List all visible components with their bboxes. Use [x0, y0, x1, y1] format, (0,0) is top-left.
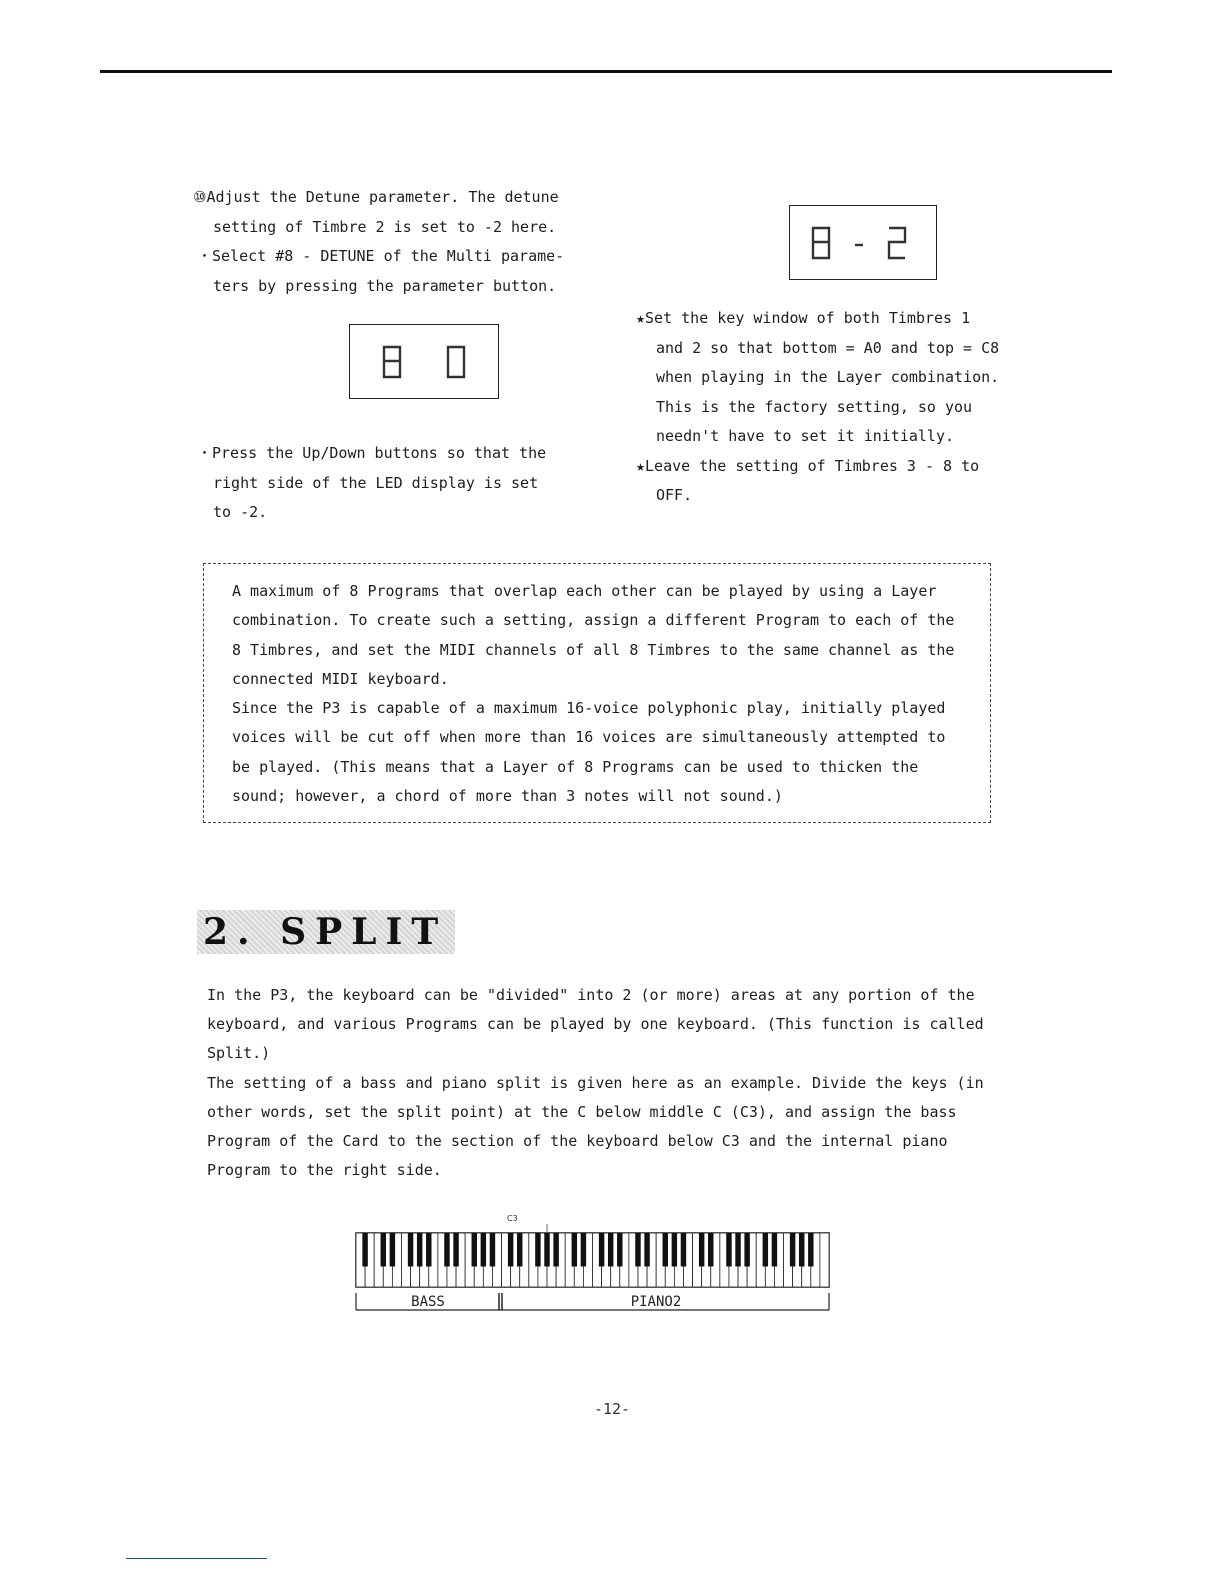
- split-para-2-line-1: The setting of a bass and piano split is given here as an example. Divide the keys (in: [207, 1073, 984, 1092]
- layer-note-box: [203, 563, 991, 823]
- led-digit-2: [889, 228, 905, 258]
- black-key: [544, 1233, 549, 1266]
- note-line-6: voices will be cut off when more than 16 voices are simultaneously attempted to: [232, 728, 946, 747]
- star-2-line-2: OFF.: [656, 486, 693, 504]
- note-line-8: sound; however, a chord of more than 3 notes will not sound.): [232, 787, 783, 806]
- black-key: [508, 1233, 513, 1266]
- black-key: [381, 1233, 386, 1266]
- black-key: [517, 1233, 522, 1266]
- led-digit-8: [384, 347, 400, 377]
- black-key: [362, 1233, 367, 1266]
- note-line-4: connected MIDI keyboard.: [232, 669, 449, 688]
- star-1-line-1: ★Set the key window of both Timbres 1: [636, 309, 971, 327]
- bullet-2-line-3: to -2.: [213, 503, 268, 521]
- bullet-2-line-1: ・Press the Up/Down buttons so that the: [197, 444, 547, 462]
- split-point-label: C3: [507, 1214, 518, 1223]
- black-key: [635, 1233, 640, 1266]
- bottom-rule: [126, 1558, 267, 1559]
- black-key: [808, 1233, 813, 1266]
- black-key: [572, 1233, 577, 1266]
- note-line-7: be played. (This means that a Layer of 8 Programs can be used to thicken the: [232, 757, 919, 776]
- black-key: [444, 1233, 449, 1266]
- black-key: [481, 1233, 486, 1266]
- split-para-2-line-3: Program of the Card to the section of the keyboard below C3 and the internal piano: [207, 1132, 948, 1151]
- led-digits-8-0: [364, 339, 484, 385]
- black-key: [599, 1233, 604, 1266]
- split-para-2-line-2: other words, set the split point) at the C below middle C (C3), and assign the bass: [207, 1102, 957, 1121]
- top-rule: [100, 70, 1112, 73]
- star-1-line-3: when playing in the Layer combination.: [656, 368, 1000, 386]
- black-key: [426, 1233, 431, 1266]
- bullet-1-line-1: ・Select #8 - DETUNE of the Multi parame-: [197, 247, 565, 265]
- black-key: [799, 1233, 804, 1266]
- keyboard-keys: [356, 1224, 829, 1287]
- black-key: [735, 1233, 740, 1266]
- black-key: [644, 1233, 649, 1266]
- piano-zone-label: PIANO2: [630, 1294, 682, 1310]
- black-key: [608, 1233, 613, 1266]
- right-column: [636, 304, 1006, 511]
- black-key: [663, 1233, 668, 1266]
- star-2-line-1: ★Leave the setting of Timbres 3 - 8 to: [636, 456, 980, 475]
- split-keyboard-diagram: [354, 1210, 834, 1315]
- black-key: [699, 1233, 704, 1266]
- black-key: [581, 1233, 586, 1266]
- black-key: [535, 1233, 540, 1266]
- split-para-1-line-1: In the P3, the keyboard can be "divided" into 2 (or more) areas at any portion of the: [207, 986, 975, 1004]
- black-key: [617, 1233, 622, 1266]
- black-key: [490, 1233, 495, 1266]
- keyboard-svg: [354, 1210, 834, 1315]
- black-key: [790, 1233, 795, 1266]
- black-key: [744, 1233, 749, 1266]
- led-digit-0: [448, 347, 464, 377]
- note-line-5: Since the P3 is capable of a maximum 16-voice polyphonic play, initially played: [232, 699, 946, 718]
- black-key: [681, 1233, 686, 1266]
- led-display-8-minus-2: [789, 205, 937, 280]
- note-line-1: A maximum of 8 Programs that overlap each other can be played by using a Layer: [232, 582, 937, 600]
- black-key: [763, 1233, 768, 1266]
- white-key: [820, 1233, 829, 1287]
- black-key: [408, 1233, 413, 1266]
- black-key: [553, 1233, 558, 1266]
- bass-zone-label: BASS: [411, 1294, 445, 1310]
- split-para-1-line-3: Split.): [207, 1044, 271, 1063]
- black-key: [417, 1233, 422, 1266]
- star-1-line-4: This is the factory setting, so you: [656, 397, 973, 416]
- black-key: [472, 1233, 477, 1266]
- led-digits-8-minus-2: [803, 220, 923, 266]
- black-key: [672, 1233, 677, 1266]
- black-key: [453, 1233, 458, 1266]
- black-key: [390, 1233, 395, 1266]
- page-number: -12-: [593, 1400, 631, 1418]
- black-key: [772, 1233, 777, 1266]
- note-line-2: combination. To create such a setting, assign a different Program to each of the: [232, 611, 955, 630]
- bullet-1-line-2: ters by pressing the parameter button.: [213, 276, 557, 295]
- split-description: [207, 981, 1007, 1185]
- led-digit-8: [813, 228, 829, 258]
- led-display-8-0: [349, 324, 499, 399]
- step-10-title: ⑩Adjust the Detune parameter. The detune: [193, 188, 559, 206]
- section-title: 2. SPLIT: [197, 910, 455, 954]
- black-key: [726, 1233, 731, 1266]
- split-para-2-line-4: Program to the right side.: [207, 1161, 442, 1180]
- step-10-title-cont: setting of Timbre 2 is set to -2 here.: [213, 217, 557, 236]
- bullet-2-line-2: right side of the LED display is set: [213, 473, 539, 492]
- split-para-1-line-2: keyboard, and various Programs can be played by one keyboard. (This function is called: [207, 1015, 984, 1034]
- star-1-line-2: and 2 so that bottom = A0 and top = C8: [656, 338, 1000, 357]
- note-line-3: 8 Timbres, and set the MIDI channels of all 8 Timbres to the same channel as the: [232, 640, 955, 659]
- star-1-line-5: needn't have to set it initially.: [656, 427, 955, 445]
- black-key: [708, 1233, 713, 1266]
